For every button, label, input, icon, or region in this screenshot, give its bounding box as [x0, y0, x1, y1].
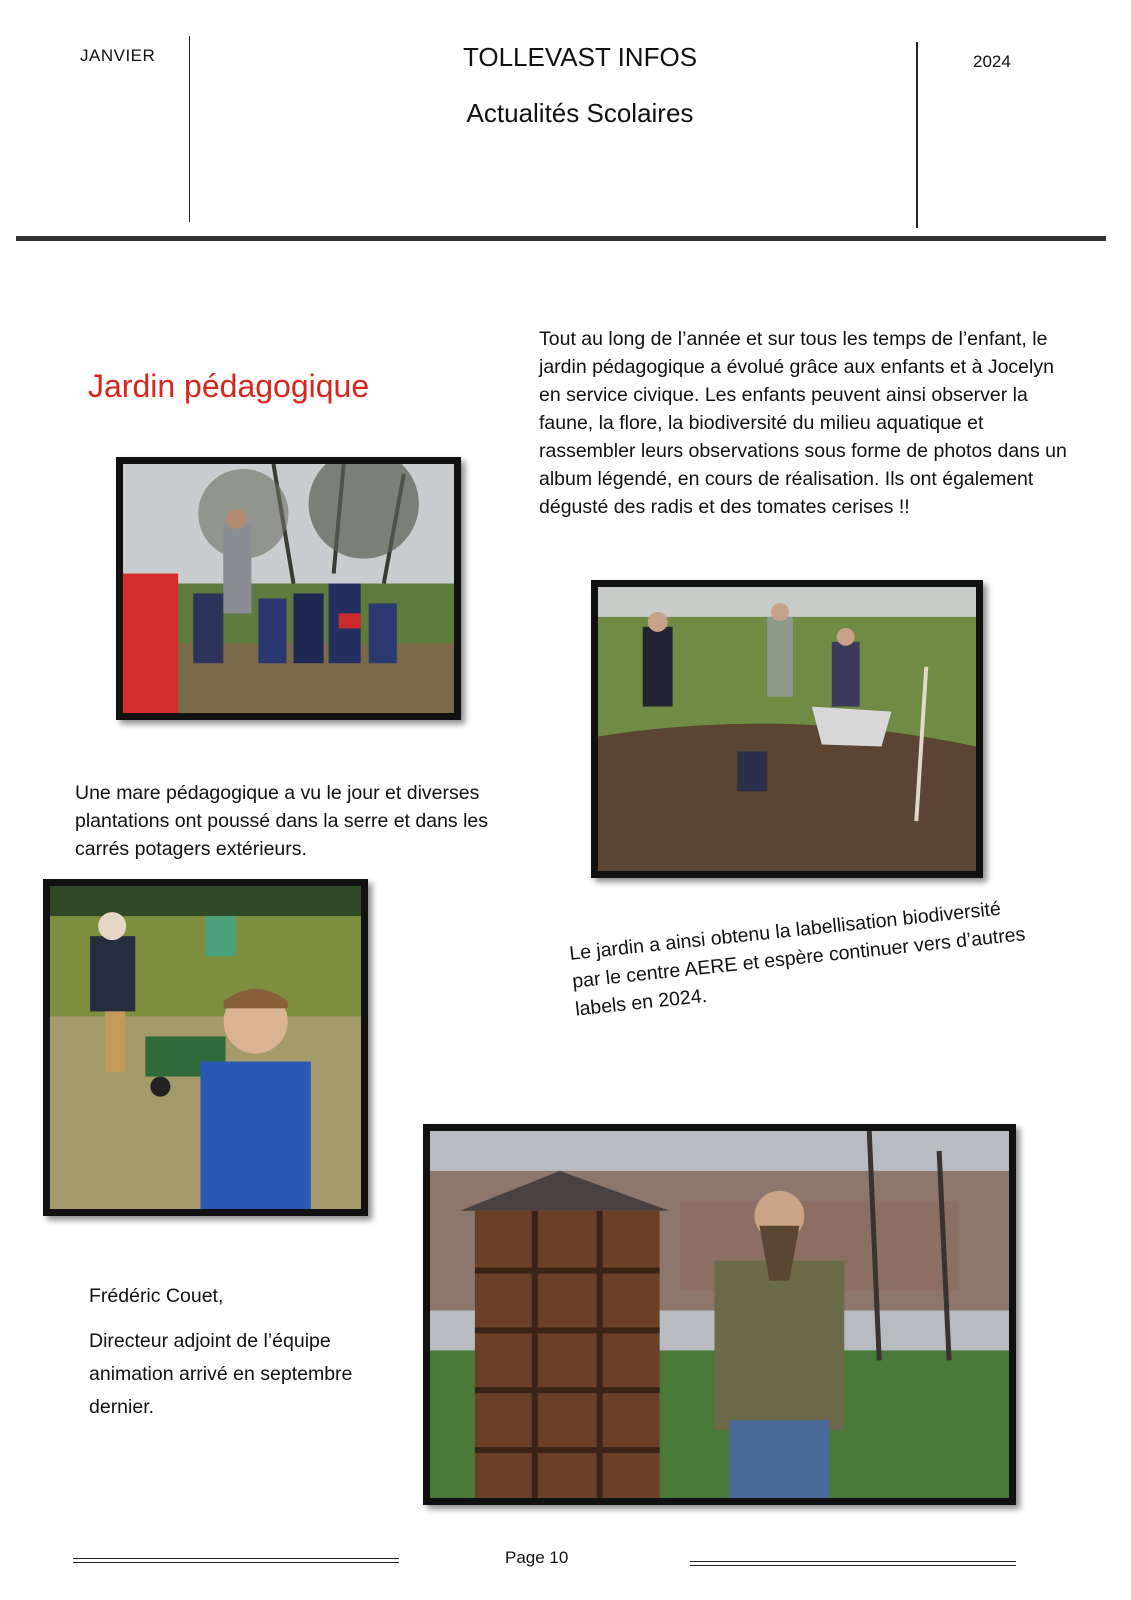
- intro-paragraph: Tout au long de l’année et sur tous les temps de l’enfant, le jardin pédagogique a évolué grâce aux enfants et à Jocelyn en service civique. Les enfants peuvent ainsi observer la faune, la flore, la biodiversité du milieu aquatique et rassembler leurs observations sous forme de photos dans un album légendé, en cours de réalisation. Ils ont également dégusté des radis et des tomates cerises !!: [539, 328, 1067, 518]
- staff-role: Directeur adjoint de l’équipe animation arrivé en septembre dernier.: [89, 1330, 353, 1418]
- mare-paragraph: Une mare pédagogique a vu le jour et diverses plantations ont poussé dans la serre et dans les carrés potagers extérieurs.: [75, 782, 489, 860]
- issue-month: JANVIER: [80, 46, 156, 65]
- boy-with-cart-photo: [43, 879, 368, 1216]
- man-with-insect-hotel-photo: [423, 1124, 1016, 1505]
- children-digging-wheelbarrow-photo: [591, 580, 983, 878]
- section-title: Jardin pédagogique: [88, 368, 370, 404]
- issue-year: 2024: [973, 52, 1011, 71]
- staff-name: Frédéric Couet,: [89, 1285, 224, 1307]
- header-divider-right: [916, 42, 918, 228]
- footer-rule-left: [73, 1558, 399, 1563]
- children-in-garden-photo: [116, 457, 461, 720]
- footer-rule-right: [690, 1561, 1016, 1566]
- header-divider-left: [189, 36, 190, 222]
- header-rule: [16, 236, 1106, 241]
- staff-credit: [89, 1280, 359, 1424]
- newsletter-title: TOLLEVAST INFOS: [462, 42, 698, 72]
- page-number: Page 10: [505, 1548, 569, 1567]
- label-paragraph: Le jardin a ainsi obtenu la labellisation biodiversité par le centre AERE et espère continuer vers d’autres labels en 2024.: [568, 897, 1027, 1021]
- newsletter-subtitle: Actualités Scolaires: [466, 98, 694, 128]
